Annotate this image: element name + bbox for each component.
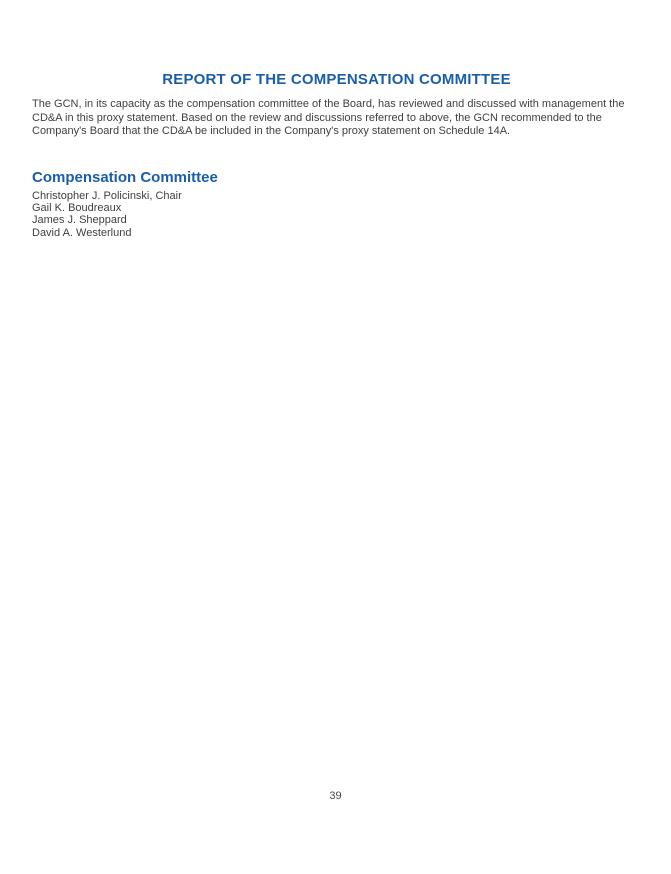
committee-member: James J. Sheppard — [32, 214, 127, 227]
committee-member: David A. Westerlund — [32, 226, 132, 239]
report-title: REPORT OF THE COMPENSATION COMMITTEE — [162, 71, 511, 88]
page-content — [0, 71, 671, 239]
committee-member: Gail K. Boudreaux — [32, 201, 122, 214]
committee-section-heading: Compensation Committee — [32, 168, 218, 186]
committee-members-list — [32, 190, 641, 240]
committee-member-chair: Christopher J. Policinski, Chair — [32, 189, 182, 202]
report-paragraph: The GCN, in its capacity as the compensation committee of the Board, has reviewed and discussed with management the CD&A in this proxy statement. Based on the review and discussions referred to above, the GCN recommended to the Company's Board that the CD&A be included in the Company's proxy statement on Schedule 14A. — [32, 98, 625, 137]
page-number: 39 — [329, 790, 342, 802]
